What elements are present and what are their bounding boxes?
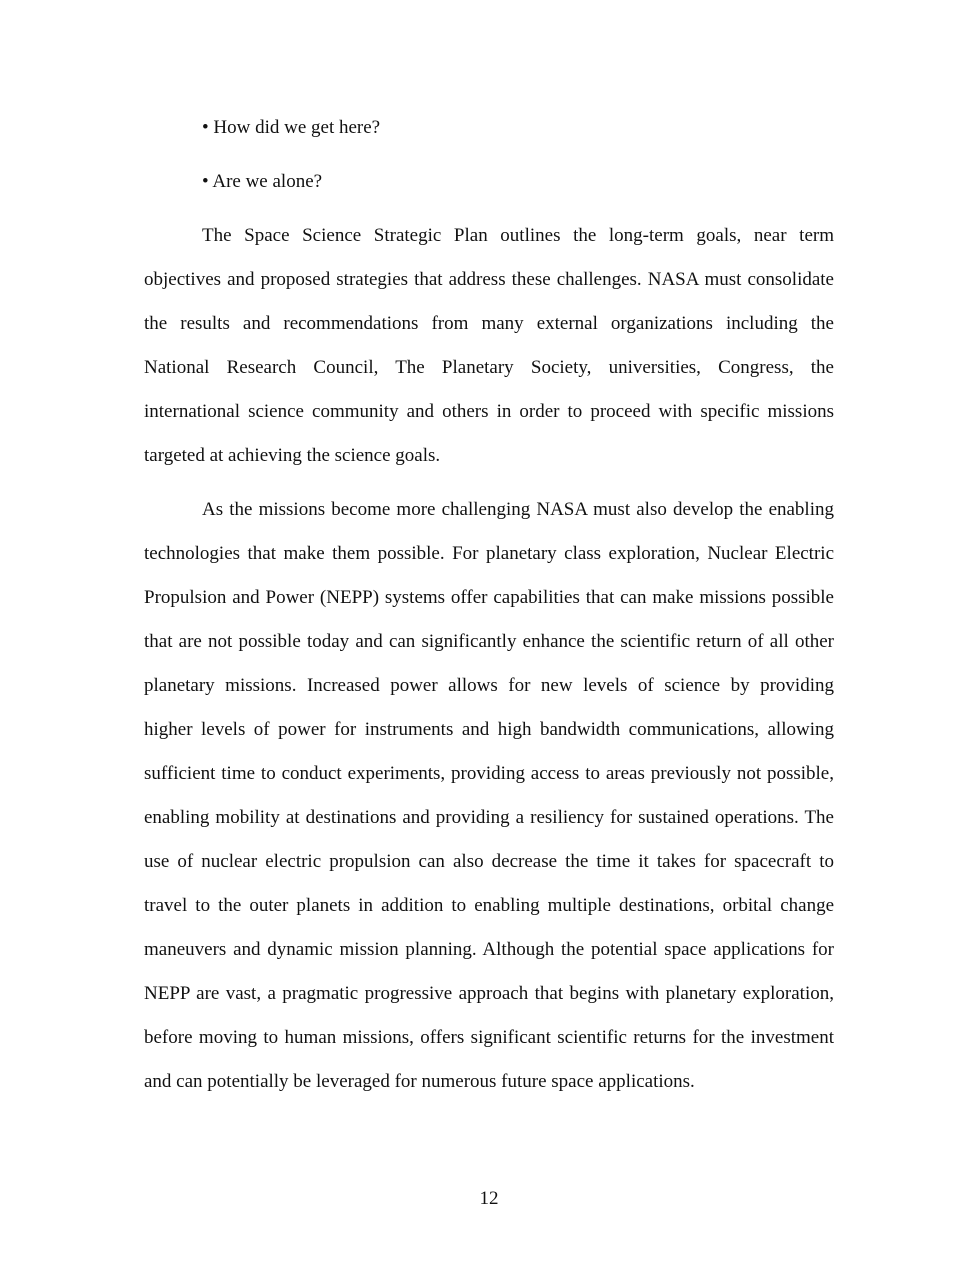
paragraph-line: As the missions become more challenging NASA must also develop the enabling xyxy=(202,499,834,520)
paragraph-line: objectives and proposed strategies that address these challenges. NASA must consolidate xyxy=(144,269,834,290)
paragraph-line: The Space Science Strategic Plan outlines the long-term goals, near term xyxy=(202,225,834,246)
page-number: 12 xyxy=(479,1188,499,1209)
paragraph-line: maneuvers and dynamic mission planning. Although the potential space applications for xyxy=(144,939,834,960)
paragraph-line: travel to the outer planets in addition to enabling multiple destinations, orbital change xyxy=(144,895,834,916)
paragraph-strategic-plan xyxy=(144,214,834,478)
paragraph-line: technologies that make them possible. For planetary class exploration, Nuclear Electric xyxy=(144,543,834,564)
paragraph-line: the results and recommendations from many external organizations including the xyxy=(144,313,834,334)
paragraph-line: use of nuclear electric propulsion can also decrease the time it takes for spacecraft to xyxy=(144,851,834,872)
paragraph-line: targeted at achieving the science goals. xyxy=(144,445,441,466)
paragraph-nepp xyxy=(144,488,834,1104)
paragraph-line: before moving to human missions, offers significant scientific returns for the investment xyxy=(144,1027,834,1048)
paragraph-line: higher levels of power for instruments and high bandwidth communications, allowing xyxy=(144,719,834,740)
paragraph-line: enabling mobility at destinations and providing a resiliency for sustained operations. The xyxy=(144,807,834,828)
paragraph-line: Propulsion and Power (NEPP) systems offer capabilities that can make missions possible xyxy=(144,587,834,608)
paragraph-line: and can potentially be leveraged for numerous future space applications. xyxy=(144,1071,695,1092)
paragraph-line: international science community and others in order to proceed with specific missions xyxy=(144,401,834,422)
paragraph-line: National Research Council, The Planetary Society, universities, Congress, the xyxy=(144,357,834,378)
paragraph-line: planetary missions. Increased power allows for new levels of science by providing xyxy=(144,675,834,696)
paragraph-line: that are not possible today and can significantly enhance the scientific return of all other xyxy=(144,631,834,652)
paragraph-line: sufficient time to conduct experiments, providing access to areas previously not possible, xyxy=(144,763,834,784)
paragraph-line: NEPP are vast, a pragmatic progressive approach that begins with planetary exploration, xyxy=(144,983,834,1004)
bullet-item-how-did-we-get-here: • How did we get here? xyxy=(202,117,381,138)
bullet-item-are-we-alone: • Are we alone? xyxy=(202,171,323,192)
body-text xyxy=(144,106,834,1114)
